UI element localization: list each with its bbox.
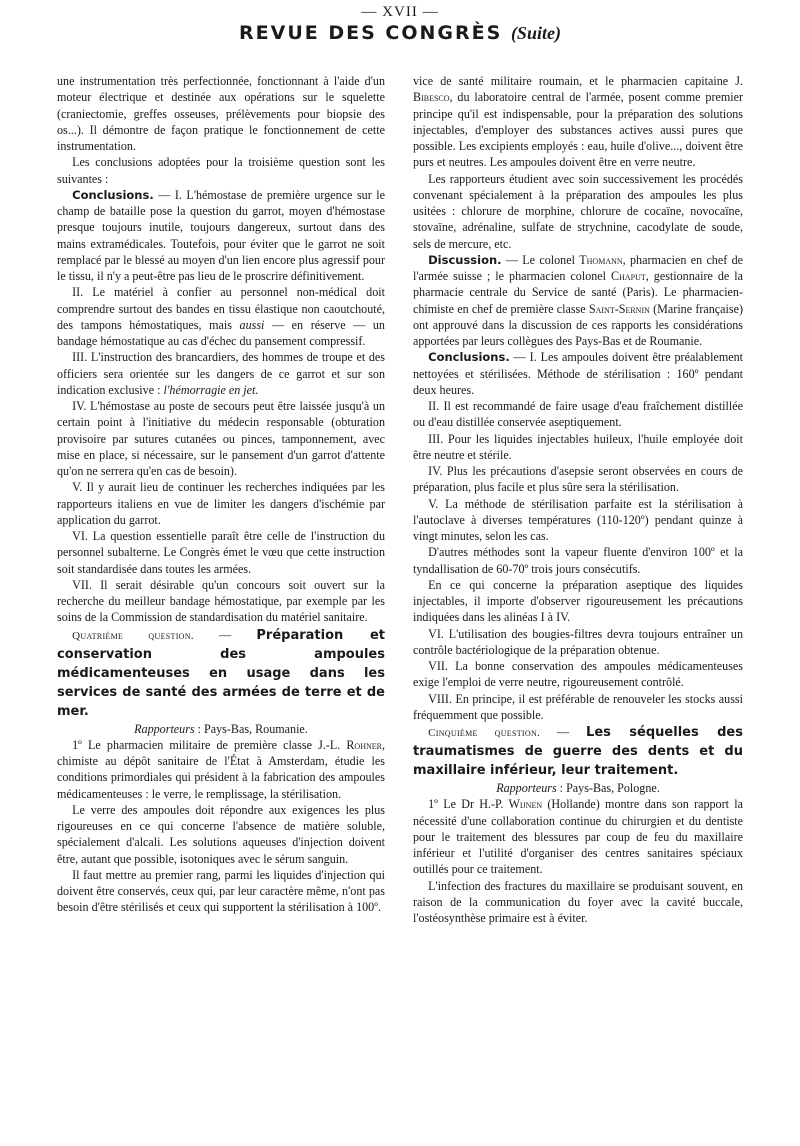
section-heading-q5 [413, 723, 743, 780]
conclusion-item: En ce qui concerne la préparation aseptique des liquides injectables, il importe d'observer rigoureusement les précautions indiquées dans les alinéas I à IV. [413, 577, 743, 625]
paragraph-text: (Marine française) ont approuvé dans la discussion de ces rapports les considérations apportées par leurs collègues des Pays-Bas et de Roumanie. [413, 301, 743, 348]
conclusion-item: IV. Plus les précautions d'asepsie seront observées en cours de préparation, plus facile et plus sûre sera la stérilisation. [413, 464, 743, 495]
rapporteurs-label: Rapporteurs [496, 781, 557, 795]
paragraph-text: — Le colonel [501, 252, 580, 267]
conclusion-item: VI. La question essentielle paraît être celle de l'instruction du personnel subalterne. Le Congrès émet le vœu que cette instruction soit standardisée dans toutes les armées. [57, 529, 385, 576]
right-column [413, 73, 743, 1133]
person-name: Thomann [579, 252, 623, 267]
person-name: Saint-Sernin [588, 301, 650, 316]
paragraph: Le verre des ampoules doit répondre aux exigences les plus rigoureuses en ce qui concerne l'absence de matière soluble, spécialement d'alcali. Les solutions aqueuses d'injection doivent être, autant que possible, isotoniques avec le sérum sanguin. [57, 802, 385, 866]
conclusion-text: — en réserve — un bandage hémostatique au cas d'échec du pansement compressif. [57, 317, 385, 348]
question-label: Quatrième question. [72, 629, 194, 642]
conclusion-item [57, 349, 385, 398]
paragraph-text: 1º Le pharmacien militaire de première classe [72, 737, 319, 752]
conclusions-label: Conclusions. [72, 187, 154, 202]
rapporteurs-label: Rapporteurs [134, 721, 195, 736]
rapporteurs-line [413, 780, 743, 796]
question-dash: — [540, 725, 587, 739]
question-title: Préparation et conservation des ampoules médicamenteuses en usage dans les services de santé des armées de terre et de mer. [57, 627, 385, 719]
conclusion-emphasis: aussi [239, 317, 265, 332]
rapporteurs-countries: : Pays-Bas, Pologne. [556, 781, 660, 795]
person-name: Chaput [611, 269, 646, 283]
paragraph-text: 1º Le Dr [428, 797, 480, 812]
conclusion-item: IV. L'hémostase au poste de secours peut être laissée jusqu'à un certain point à l'initiative du médecin responsable (obturation provisoire par sutures cutanées ou pinces, tamponnement, avec mise en place, si nécessaire, sur le pansement d'un garrot d'attente qu'on ne serrera qu'en cas de besoin). [57, 399, 385, 478]
discussion-label: Discussion. [428, 252, 502, 267]
section-heading-q4 [57, 626, 385, 721]
question-dash: — [193, 627, 257, 642]
person-name: H.-P. Wijnen [479, 797, 543, 812]
paragraph-text: , du laboratoire central de l'armée, posent comme premier principe qu'il est indispensable, pour la préparation des solutions injectables, d'employer des substances actives aussi pures que possible. Les excipients employés : eau, huile d'olive..., doivent être purs et neutres. Les ampoules doivent être en verre neutre. [413, 90, 743, 170]
rapporteurs-line [57, 721, 385, 737]
rapporteurs-countries: : Pays-Bas, Roumanie. [194, 721, 308, 736]
person-name: J. Bibesco [413, 74, 743, 105]
conclusion-text: III. L'instruction des brancardiers, des hommes de troupe et des officiers sera orientée sur les dangers de ce garrot et sur son indication exclusive : [57, 350, 385, 397]
conclusion-item: V. La méthode de stérilisation parfaite est la stérilisation à l'autoclave à diverses températures (110-120º) pendant quinze à vingt minutes, selon les cas. [413, 496, 743, 543]
person-name: J.-L. Rohner [318, 737, 382, 752]
paragraph [57, 737, 385, 802]
paragraph-text: , gestionnaire de la pharmacie centrale du Service de santé (Paris). Le pharmacien-chimiste en chef de première classe [413, 269, 743, 316]
paragraph: L'infection des fractures du maxillaire se produisant souvent, en raison de la communication du foyer avec la cavité buccale, l'ostéosynthèse primaire est à éviter. [413, 878, 743, 925]
page-number: — XVII — [361, 4, 439, 20]
conclusion-item: VI. L'utilisation des bougies-filtres devra toujours entraîner un contrôle bactériologique de la préparation obtenue. [413, 626, 743, 657]
paragraph: Les conclusions adoptées pour la troisième question sont les suivantes : [57, 155, 385, 186]
conclusion-item: II. Il est recommandé de faire usage d'eau fraîchement distillée ou d'eau distillée conservée aseptiquement. [413, 399, 743, 430]
conclusion-item: D'autres méthodes sont la vapeur fluente d'environ 100º et la tyndallisation de 60-70º trois jours consécutifs. [413, 545, 743, 576]
conclusion-text: — I. L'hémostase de première urgence sur le champ de bataille pose la question du garrot, moyen d'hémostase presque toujours inutile, toujours dangereux, surtout dans des mains extramédicales. Toutefois, pour éviter que le garrot ne soit remplacé par le blessé au moyen d'un lien encore plus agressif pour le tissu, il n'y a peut-être pas lieu de le proscrire définitivement. [57, 187, 385, 283]
conclusion-text: II. Le matériel à confier au personnel non-médical doit comprendre surtout des bandes en tissu élastique non caoutchouté, des tampons hémostatiques, mais [57, 285, 385, 332]
paragraph [413, 73, 743, 171]
paragraph-text: (Hollande) montre dans son rapport la nécessité d'une collaboration continue du chirurgien et du dentiste pour le traitement des blessures par coup de feu du maxillaire inférieur et l'utilité d'organiser des centres sanitaires spéciaux outillés pour ce traitement. [413, 797, 743, 877]
conclusion-item [413, 349, 743, 398]
paragraph [413, 796, 743, 877]
paragraph-text: , chimiste au dépôt sanitaire de l'État à Amsterdam, étudie les conditions primordiales qui président à la fabrication des ampoules médicamenteuses : le verre, le remplissage, la stérilisation. [57, 737, 385, 801]
conclusion-text: — I. Les ampoules doivent être préalablement nettoyées et stérilisées. Méthode de stérilisation : 160º pendant deux heures. [413, 350, 743, 397]
conclusion-item [57, 284, 385, 349]
paragraph: Il faut mettre au premier rang, parmi les liquides d'injection qui doivent être conservés, ceux qui, par leur caractère même, n'ont pas besoin d'être stérilisés et ceux qui supportent la stérilisation à 100º. [57, 867, 385, 915]
page-title-text: REVUE DES CONGRÈS [239, 22, 503, 44]
conclusion-item: V. Il y aurait lieu de continuer les recherches indiquées par les rapporteurs italiens en vue de limiter les dangers d'ischémie par application du garrot. [57, 480, 385, 527]
conclusion-item: VII. Il serait désirable qu'un concours soit ouvert sur la recherche du meilleur bandage hémostatique, par exemple par les soins de la Commission de standardisation du matériel sanitaire. [57, 577, 385, 625]
question-label: Cinquième question. [428, 727, 541, 739]
conclusion-item: VIII. En principe, il est préférable de renouveler les stocks aussi fréquemment que possible. [413, 691, 743, 722]
page-title-suffix: (Suite) [510, 23, 561, 43]
paragraph: Les rapporteurs étudient avec soin successivement les procédés convenant spécialement à la préparation des ampoules les plus usitées : chlorure de morphine, chlorure de cocaïne, novocaïne, stovaïne, adrénaline, sulfate de strychnine, cacodylate de soude, sels de mercure, etc. [413, 171, 743, 251]
conclusion-item: VII. La bonne conservation des ampoules médicamenteuses exige l'emploi de verre neutre, rigoureusement contrôlé. [413, 659, 743, 690]
conclusion-emphasis: l'hémorragie en jet. [163, 382, 259, 397]
paragraph: une instrumentation très perfectionnée, fonctionnant à l'aide d'un moteur électrique et destinée aux opérations sur le squelette (craniectomie, greffes osseuses, prélèvements pour biopsie des os...). Il démontre de façon pratique le fonctionnement de cette instrumentation. [57, 74, 385, 153]
left-column [57, 73, 385, 1133]
paragraph-text: , pharmacien en chef de l'armée suisse ; le pharmacien colonel [413, 252, 743, 283]
question-title: Les séquelles des traumatismes de guerre des dents et du maxillaire inférieur, leur traitement. [413, 725, 743, 778]
page-title [0, 22, 800, 44]
paragraph-text: vice de santé militaire roumain, et le pharmacien capitaine [413, 74, 736, 88]
discussion-paragraph [413, 252, 743, 350]
conclusion-item [57, 187, 385, 285]
conclusion-item: III. Pour les liquides injectables huileux, l'huile employée doit être neutre et stérile. [413, 431, 743, 462]
conclusions-label: Conclusions. [428, 350, 510, 365]
